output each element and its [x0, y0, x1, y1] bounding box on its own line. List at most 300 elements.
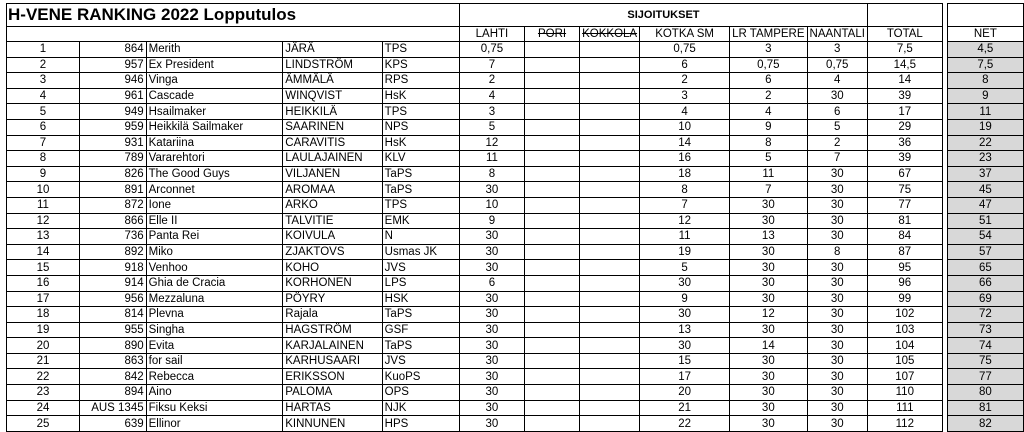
cell-total: 99 — [867, 291, 942, 307]
cell-boat-name: Miko — [146, 244, 283, 260]
col-header-naantali: NAANTALI — [807, 27, 867, 42]
table-row — [7, 385, 1024, 401]
cell-naantali: 30 — [807, 166, 867, 182]
cell-lahti: 7 — [459, 57, 524, 73]
cell-total: 107 — [867, 369, 942, 385]
cell-boat-name: Vararehtori — [146, 151, 283, 167]
cell-skipper: SAARINEN — [283, 119, 382, 135]
cell-total: 102 — [867, 307, 942, 323]
cell-naantali: 5 — [807, 119, 867, 135]
table-row — [7, 353, 1024, 369]
cell-lahti: 30 — [459, 322, 524, 338]
cell-club: HsK — [382, 135, 459, 151]
cell-boat-name: Ellinor — [146, 416, 283, 432]
cell-club: KuoPS — [382, 369, 459, 385]
cell-net: 77 — [947, 369, 1023, 385]
table-row — [7, 229, 1024, 245]
cell-naantali: 30 — [807, 213, 867, 229]
cell-sail-number: 918 — [79, 260, 146, 276]
header-blank — [947, 4, 1023, 27]
cell-kokkola — [580, 182, 640, 198]
table-row — [7, 400, 1024, 416]
cell-pori — [524, 229, 579, 245]
cell-kotka: 3 — [640, 88, 730, 104]
cell-lahti: 9 — [459, 213, 524, 229]
cell-sail-number: AUS 1345 — [79, 400, 146, 416]
cell-rank: 11 — [7, 197, 80, 213]
table-row — [7, 322, 1024, 338]
cell-net: 81 — [947, 400, 1023, 416]
cell-boat-name: Katariina — [146, 135, 283, 151]
cell-kokkola — [580, 400, 640, 416]
cell-skipper: KINNUNEN — [283, 416, 382, 432]
cell-skipper: KARHUSAARI — [283, 353, 382, 369]
cell-lr-tampere: 30 — [730, 385, 807, 401]
table-row — [7, 119, 1024, 135]
cell-boat-name: Singha — [146, 322, 283, 338]
cell-lr-tampere: 6 — [730, 73, 807, 89]
cell-kokkola — [580, 42, 640, 58]
cell-sail-number: 639 — [79, 416, 146, 432]
cell-skipper: LAULAJAINEN — [283, 151, 382, 167]
cell-kotka: 13 — [640, 322, 730, 338]
cell-net: 57 — [947, 244, 1023, 260]
cell-net: 22 — [947, 135, 1023, 151]
cell-rank: 7 — [7, 135, 80, 151]
cell-pori — [524, 260, 579, 276]
cell-kotka: 12 — [640, 213, 730, 229]
table-row — [7, 275, 1024, 291]
cell-naantali: 0,75 — [807, 57, 867, 73]
cell-lahti: 30 — [459, 353, 524, 369]
cell-total: 95 — [867, 260, 942, 276]
cell-rank: 20 — [7, 338, 80, 354]
cell-skipper: VILJANEN — [283, 166, 382, 182]
cell-boat-name: Vinga — [146, 73, 283, 89]
ranking-table — [6, 3, 1024, 432]
cell-net: 11 — [947, 104, 1023, 120]
cell-net: 8 — [947, 73, 1023, 89]
cell-lahti: 2 — [459, 73, 524, 89]
cell-lahti: 0,75 — [459, 42, 524, 58]
cell-club: HsK — [382, 88, 459, 104]
page-title: H-VENE RANKING 2022 Lopputulos — [7, 4, 460, 27]
cell-lahti: 30 — [459, 182, 524, 198]
cell-rank: 1 — [7, 42, 80, 58]
cell-total: 110 — [867, 385, 942, 401]
cell-sail-number: 914 — [79, 275, 146, 291]
cell-kotka: 5 — [640, 260, 730, 276]
cell-naantali: 3 — [807, 42, 867, 58]
cell-sail-number: 890 — [79, 338, 146, 354]
cell-skipper: LINDSTRÖM — [283, 57, 382, 73]
cell-total: 87 — [867, 244, 942, 260]
cell-naantali: 30 — [807, 88, 867, 104]
cell-sail-number: 959 — [79, 119, 146, 135]
cell-skipper: HARTAS — [283, 400, 382, 416]
cell-net: 74 — [947, 338, 1023, 354]
cell-rank: 21 — [7, 353, 80, 369]
cell-total: 103 — [867, 322, 942, 338]
cell-boat-name: Plevna — [146, 307, 283, 323]
cell-kokkola — [580, 229, 640, 245]
header-blank — [283, 27, 382, 42]
table-row — [7, 42, 1024, 58]
col-header-kotka: KOTKA SM — [640, 27, 730, 42]
cell-naantali: 30 — [807, 385, 867, 401]
col-header-pori: PORI — [524, 27, 579, 42]
cell-total: 14,5 — [867, 57, 942, 73]
cell-kokkola — [580, 104, 640, 120]
header-blank — [867, 4, 942, 27]
cell-skipper: ZJAKTOVS — [283, 244, 382, 260]
cell-naantali: 30 — [807, 353, 867, 369]
cell-club: HSK — [382, 291, 459, 307]
cell-pori — [524, 322, 579, 338]
cell-skipper: KOIVULA — [283, 229, 382, 245]
cell-kotka: 6 — [640, 57, 730, 73]
cell-lahti: 8 — [459, 166, 524, 182]
cell-lahti: 30 — [459, 229, 524, 245]
cell-boat-name: Evita — [146, 338, 283, 354]
table-row — [7, 104, 1024, 120]
cell-skipper: KOHO — [283, 260, 382, 276]
cell-rank: 23 — [7, 385, 80, 401]
cell-skipper: TALVITIE — [283, 213, 382, 229]
cell-sail-number: 866 — [79, 213, 146, 229]
cell-pori — [524, 42, 579, 58]
cell-kotka: 30 — [640, 307, 730, 323]
cell-total: 7,5 — [867, 42, 942, 58]
cell-net: 54 — [947, 229, 1023, 245]
cell-kotka: 0,75 — [640, 42, 730, 58]
cell-rank: 22 — [7, 369, 80, 385]
cell-lr-tampere: 12 — [730, 307, 807, 323]
cell-boat-name: Merith — [146, 42, 283, 58]
cell-skipper: JÄRÄ — [283, 42, 382, 58]
cell-kotka: 22 — [640, 416, 730, 432]
cell-pori — [524, 213, 579, 229]
cell-kotka: 4 — [640, 104, 730, 120]
cell-sail-number: 872 — [79, 197, 146, 213]
cell-boat-name: Ex President — [146, 57, 283, 73]
col-header-kokkola: KOKKOLA — [580, 27, 640, 42]
cell-net: 82 — [947, 416, 1023, 432]
cell-net: 47 — [947, 197, 1023, 213]
cell-naantali: 30 — [807, 307, 867, 323]
table-row — [7, 166, 1024, 182]
cell-boat-name: Ghia de Cracia — [146, 275, 283, 291]
cell-lr-tampere: 30 — [730, 400, 807, 416]
cell-kokkola — [580, 322, 640, 338]
cell-sail-number: 891 — [79, 182, 146, 198]
group-header: SIJOITUKSET — [459, 4, 867, 27]
cell-kokkola — [580, 57, 640, 73]
cell-pori — [524, 416, 579, 432]
cell-net: 45 — [947, 182, 1023, 198]
cell-boat-name: Ione — [146, 197, 283, 213]
cell-skipper: AROMAA — [283, 182, 382, 198]
cell-naantali: 30 — [807, 322, 867, 338]
cell-skipper: HEIKKILÄ — [283, 104, 382, 120]
cell-kokkola — [580, 197, 640, 213]
cell-lr-tampere: 30 — [730, 291, 807, 307]
cell-naantali: 30 — [807, 275, 867, 291]
cell-pori — [524, 197, 579, 213]
cell-boat-name: Fiksu Keksi — [146, 400, 283, 416]
cell-rank: 9 — [7, 166, 80, 182]
cell-kokkola — [580, 119, 640, 135]
cell-kotka: 18 — [640, 166, 730, 182]
cell-club: TPS — [382, 104, 459, 120]
cell-naantali: 30 — [807, 182, 867, 198]
cell-rank: 3 — [7, 73, 80, 89]
cell-sail-number: 956 — [79, 291, 146, 307]
cell-sail-number: 946 — [79, 73, 146, 89]
cell-net: 69 — [947, 291, 1023, 307]
cell-rank: 24 — [7, 400, 80, 416]
cell-kotka: 11 — [640, 229, 730, 245]
cell-club: JVS — [382, 353, 459, 369]
cell-rank: 10 — [7, 182, 80, 198]
cell-net: 19 — [947, 119, 1023, 135]
cell-kotka: 21 — [640, 400, 730, 416]
cell-lahti: 6 — [459, 275, 524, 291]
cell-kokkola — [580, 291, 640, 307]
table-row — [7, 260, 1024, 276]
cell-rank: 25 — [7, 416, 80, 432]
cell-net: 9 — [947, 88, 1023, 104]
cell-sail-number: 736 — [79, 229, 146, 245]
cell-club: RPS — [382, 73, 459, 89]
cell-lr-tampere: 30 — [730, 213, 807, 229]
cell-kokkola — [580, 88, 640, 104]
cell-kokkola — [580, 151, 640, 167]
cell-net: 37 — [947, 166, 1023, 182]
cell-total: 67 — [867, 166, 942, 182]
table-row — [7, 307, 1024, 323]
cell-lr-tampere: 30 — [730, 244, 807, 260]
cell-total: 96 — [867, 275, 942, 291]
cell-sail-number: 892 — [79, 244, 146, 260]
cell-lr-tampere: 30 — [730, 260, 807, 276]
cell-total: 104 — [867, 338, 942, 354]
cell-pori — [524, 353, 579, 369]
cell-rank: 14 — [7, 244, 80, 260]
table-row — [7, 291, 1024, 307]
cell-club: NJK — [382, 400, 459, 416]
cell-total: 105 — [867, 353, 942, 369]
cell-skipper: CARAVITIS — [283, 135, 382, 151]
cell-boat-name: Arconnet — [146, 182, 283, 198]
cell-kotka: 9 — [640, 291, 730, 307]
cell-kokkola — [580, 416, 640, 432]
cell-naantali: 30 — [807, 338, 867, 354]
cell-boat-name: for sail — [146, 353, 283, 369]
cell-kotka: 2 — [640, 73, 730, 89]
cell-lr-tampere: 11 — [730, 166, 807, 182]
cell-net: 80 — [947, 385, 1023, 401]
cell-pori — [524, 88, 579, 104]
cell-kotka: 8 — [640, 182, 730, 198]
cell-rank: 8 — [7, 151, 80, 167]
cell-rank: 6 — [7, 119, 80, 135]
cell-net: 75 — [947, 353, 1023, 369]
cell-lahti: 30 — [459, 244, 524, 260]
cell-lahti: 5 — [459, 119, 524, 135]
cell-lr-tampere: 7 — [730, 182, 807, 198]
cell-total: 39 — [867, 88, 942, 104]
cell-club: TaPS — [382, 166, 459, 182]
cell-club: N — [382, 229, 459, 245]
cell-pori — [524, 73, 579, 89]
cell-lr-tampere: 30 — [730, 197, 807, 213]
cell-pori — [524, 57, 579, 73]
table-row — [7, 135, 1024, 151]
cell-lr-tampere: 0,75 — [730, 57, 807, 73]
cell-club: TPS — [382, 197, 459, 213]
cell-lahti: 10 — [459, 197, 524, 213]
cell-kotka: 17 — [640, 369, 730, 385]
cell-club: NPS — [382, 119, 459, 135]
table-row — [7, 416, 1024, 432]
cell-boat-name: Heikkilä Sailmaker — [146, 119, 283, 135]
cell-lahti: 30 — [459, 291, 524, 307]
col-header-total: TOTAL — [867, 27, 942, 42]
cell-total: 84 — [867, 229, 942, 245]
cell-pori — [524, 104, 579, 120]
col-header-lr-tampere: LR TAMPERE — [730, 27, 807, 42]
cell-sail-number: 863 — [79, 353, 146, 369]
cell-lr-tampere: 4 — [730, 104, 807, 120]
cell-club: KPS — [382, 57, 459, 73]
cell-lr-tampere: 2 — [730, 88, 807, 104]
cell-club: JVS — [382, 260, 459, 276]
cell-net: 66 — [947, 275, 1023, 291]
cell-lr-tampere: 30 — [730, 353, 807, 369]
header-blank — [146, 27, 283, 42]
cell-total: 111 — [867, 400, 942, 416]
cell-club: Usmas JK — [382, 244, 459, 260]
title-row — [7, 4, 1024, 27]
cell-kokkola — [580, 73, 640, 89]
cell-lahti: 30 — [459, 260, 524, 276]
cell-naantali: 30 — [807, 400, 867, 416]
cell-kokkola — [580, 338, 640, 354]
cell-club: HPS — [382, 416, 459, 432]
col-header-net: NET — [947, 27, 1023, 42]
cell-kokkola — [580, 260, 640, 276]
cell-sail-number: 961 — [79, 88, 146, 104]
cell-lr-tampere: 30 — [730, 322, 807, 338]
cell-boat-name: Mezzaluna — [146, 291, 283, 307]
cell-pori — [524, 151, 579, 167]
table-row — [7, 88, 1024, 104]
cell-naantali: 7 — [807, 151, 867, 167]
cell-skipper: PÖYRY — [283, 291, 382, 307]
cell-rank: 5 — [7, 104, 80, 120]
cell-rank: 13 — [7, 229, 80, 245]
cell-lr-tampere: 9 — [730, 119, 807, 135]
cell-net: 23 — [947, 151, 1023, 167]
cell-boat-name: Panta Rei — [146, 229, 283, 245]
cell-kokkola — [580, 213, 640, 229]
cell-kokkola — [580, 353, 640, 369]
cell-kokkola — [580, 244, 640, 260]
cell-lr-tampere: 30 — [730, 416, 807, 432]
cell-club: GSF — [382, 322, 459, 338]
cell-pori — [524, 307, 579, 323]
cell-boat-name: Cascade — [146, 88, 283, 104]
cell-net: 4,5 — [947, 42, 1023, 58]
cell-net: 73 — [947, 322, 1023, 338]
cell-lahti: 30 — [459, 338, 524, 354]
cell-kokkola — [580, 385, 640, 401]
cell-club: TaPS — [382, 182, 459, 198]
cell-pori — [524, 166, 579, 182]
cell-lahti: 30 — [459, 416, 524, 432]
cell-sail-number: 931 — [79, 135, 146, 151]
table-row — [7, 213, 1024, 229]
cell-sail-number: 894 — [79, 385, 146, 401]
cell-kotka: 7 — [640, 197, 730, 213]
cell-lahti: 3 — [459, 104, 524, 120]
table-row — [7, 338, 1024, 354]
cell-kotka: 14 — [640, 135, 730, 151]
column-header-row — [7, 27, 1024, 42]
cell-total: 39 — [867, 151, 942, 167]
cell-sail-number: 864 — [79, 42, 146, 58]
cell-rank: 4 — [7, 88, 80, 104]
cell-lahti: 12 — [459, 135, 524, 151]
cell-rank: 17 — [7, 291, 80, 307]
cell-lr-tampere: 13 — [730, 229, 807, 245]
cell-lahti: 30 — [459, 369, 524, 385]
cell-total: 75 — [867, 182, 942, 198]
cell-rank: 12 — [7, 213, 80, 229]
cell-rank: 16 — [7, 275, 80, 291]
cell-club: TaPS — [382, 338, 459, 354]
cell-boat-name: Elle II — [146, 213, 283, 229]
cell-naantali: 30 — [807, 229, 867, 245]
cell-naantali: 30 — [807, 291, 867, 307]
cell-naantali: 8 — [807, 244, 867, 260]
cell-total: 112 — [867, 416, 942, 432]
cell-kokkola — [580, 369, 640, 385]
cell-sail-number: 957 — [79, 57, 146, 73]
table-row — [7, 182, 1024, 198]
cell-club: TaPS — [382, 307, 459, 323]
cell-pori — [524, 275, 579, 291]
cell-rank: 15 — [7, 260, 80, 276]
cell-pori — [524, 369, 579, 385]
cell-lr-tampere: 8 — [730, 135, 807, 151]
cell-naantali: 30 — [807, 369, 867, 385]
cell-lr-tampere: 14 — [730, 338, 807, 354]
cell-kotka: 10 — [640, 119, 730, 135]
cell-naantali: 6 — [807, 104, 867, 120]
cell-boat-name: Hsailmaker — [146, 104, 283, 120]
cell-pori — [524, 400, 579, 416]
cell-skipper: ÄMMÄLÄ — [283, 73, 382, 89]
cell-skipper: KORHONEN — [283, 275, 382, 291]
cell-skipper: HAGSTRÖM — [283, 322, 382, 338]
cell-pori — [524, 119, 579, 135]
cell-lr-tampere: 3 — [730, 42, 807, 58]
cell-pori — [524, 338, 579, 354]
cell-rank: 18 — [7, 307, 80, 323]
cell-skipper: ARKO — [283, 197, 382, 213]
